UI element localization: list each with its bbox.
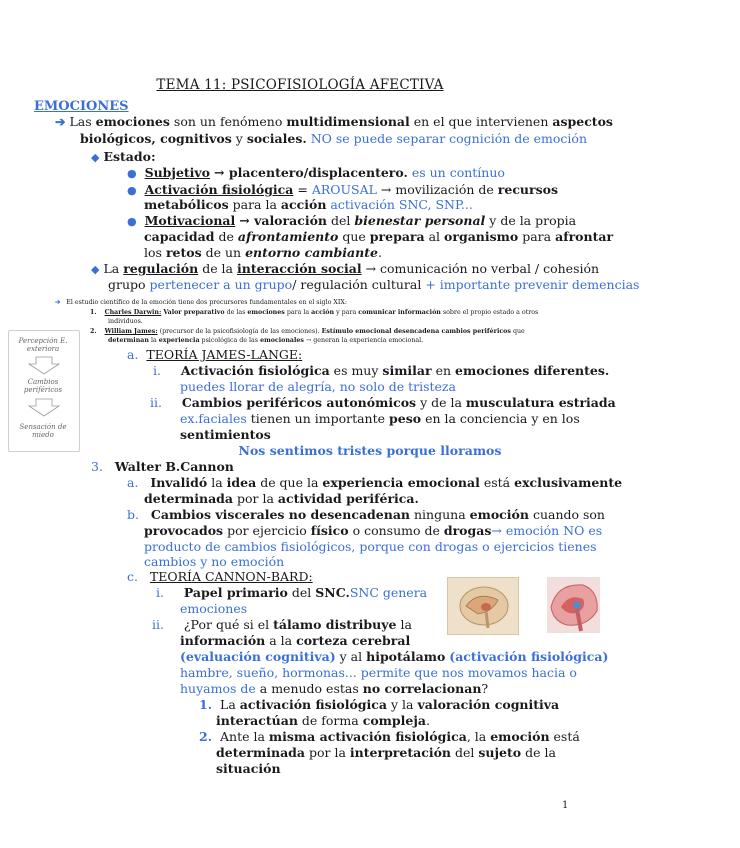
brain-illustration-1 [447, 577, 519, 635]
brain-sagittal-icon [448, 578, 518, 634]
regulacion-line-1: ◆ La regulación de la interacción social → comunicación no verbal / cohesión [91, 261, 600, 276]
small-darwin-2: individuos. [108, 318, 143, 325]
small-james-2: determinan la experiencia psicológica de las emocionales → generan la experiencia emocional. [108, 337, 424, 344]
brain-limbic-icon [547, 577, 600, 633]
james-lange-ii: ii. Cambios periféricos autonómicos y de la musculatura estriada [150, 395, 616, 410]
james-lange-ii-2: ex.faciales tienen un importante peso en la conciencia y en los [180, 411, 580, 426]
cannon-b-2: provocados por ejercicio físico o consumo de drogas→ emoción NO es [144, 523, 603, 538]
cannon-c-ii-3: (evaluación cognitiva) y al hipotálamo (activación fisiológica) [180, 649, 609, 664]
cannon-c-ii-5: huyamos de a menudo estas no correlacionan? [180, 681, 489, 696]
intro-line-1: ➔ Las emociones son un fenómeno multidimensional en el que intervienen aspectos [55, 114, 613, 129]
section-heading: EMOCIONES [34, 99, 129, 114]
bullet-icon: ● [127, 184, 137, 197]
down-arrow-icon [27, 357, 61, 375]
estado-motivacional: ● Motivacional → valoración del bienestar personal y de la propia [127, 213, 577, 228]
page-title: TEMA 11: PSICOFISIOLOGÍA AFECTIVA [156, 77, 444, 93]
cannon-b-3: producto de cambios fisiológicos, porque con drogas o ejercicios tienes [144, 539, 597, 554]
cannon-b: b. Cambios viscerales no desencadenan ninguna emoción cuando son [127, 507, 605, 522]
flow-step-percepcion: Percepción E. exteriora [18, 337, 68, 353]
james-lange-i-note: puedes llorar de alegría, no solo de tristeza [180, 379, 456, 394]
cannon-n1: 1. La activación fisiológica y la valoración cognitiva [199, 697, 560, 712]
cannon-n2-2: determinada por la interpretación del sujeto de la [216, 745, 556, 760]
small-james: 2. William James: (precursor de la psicofisiología de las emociones). Estímulo emocional desencadena cambios periféricos que [90, 328, 525, 335]
cannon-n2: 2. Ante la misma activación fisiológica, la emoción está [199, 729, 580, 744]
james-lange-highlight: Nos sentimos tristes porque lloramos [238, 443, 502, 458]
estado-subjetivo: ● Subjetivo → placentero/displacentero. es un contínuo [127, 165, 505, 180]
page-number: 1 [562, 800, 569, 811]
arrow-right-icon: ➔ [55, 114, 66, 129]
james-lange-ii-3: sentimientos [180, 427, 271, 442]
regulacion-line-2: grupo pertenecer a un grupo/ regulación cultural + importante prevenir demencias [108, 277, 640, 292]
bullet-icon: ● [127, 215, 137, 228]
small-darwin: 1. Charles Darwin: Valor preparativo de las emociones para la acción y para comunicar información sobre el propio estado a otros [90, 309, 539, 316]
estado-activacion: ● Activación fisiológica = AROUSAL → movilización de recursos [127, 182, 559, 197]
intro-line-2: biológicos, cognitivos y sociales. NO se puede separar cognición de emoción [80, 131, 587, 146]
estado-activacion-2: metabólicos para la acción activación SNC, SNP... [144, 197, 473, 212]
brain-illustration-2 [547, 577, 600, 633]
cannon-b-4: cambios y no emoción [144, 554, 285, 569]
flow-step-cambios: Cambios periféricos [23, 378, 63, 394]
cannon-heading: 3. Walter B.Cannon [91, 459, 234, 474]
cannon-c-i: i. Papel primario del SNC.SNC genera [156, 585, 428, 600]
cannon-c-i-2: emociones [180, 601, 248, 616]
cannon-a: a. Invalidó la idea de que la experiencia emocional está exclusivamente [127, 475, 623, 490]
cannon-c-ii: ii. ¿Por qué si el tálamo distribuye la [152, 617, 412, 632]
estado-motivacional-3: los retos de un entorno cambiante. [144, 245, 382, 260]
flow-step-sensacion: Sensación de miedo [19, 423, 67, 439]
cannon-a-2: determinada por la actividad periférica. [144, 491, 419, 506]
flow-diagram [8, 330, 80, 452]
cannon-n1-2: interactúan de forma compleja. [216, 713, 430, 728]
james-lange-heading: a. TEORÍA JAMES-LANGE: [127, 347, 303, 362]
estado-motivacional-2: capacidad de afrontamiento que prepara al organismo para afrontar [144, 229, 614, 244]
diamond-bullet-icon: ◆ [91, 151, 100, 164]
arrow-right-icon: ➔ [55, 299, 61, 306]
cannon-c-heading: c. TEORÍA CANNON-BARD: [127, 569, 313, 584]
cannon-c-ii-2: información a la corteza cerebral [180, 633, 411, 648]
down-arrow-icon [27, 399, 61, 417]
bullet-icon: ● [127, 167, 137, 180]
cannon-c-ii-4: hambre, sueño, hormonas... permite que nos movamos hacia o [180, 665, 577, 680]
estado-heading: ◆ Estado: [91, 149, 156, 164]
cannon-n2-3: situación [216, 761, 281, 776]
james-lange-i: i. Activación fisiológica es muy similar en emociones diferentes. [153, 363, 610, 378]
diamond-bullet-icon: ◆ [91, 263, 100, 276]
small-intro: ➔ El estudio científico de la emoción tiene dos precursores fundamentales en el siglo XIX: [55, 299, 347, 306]
